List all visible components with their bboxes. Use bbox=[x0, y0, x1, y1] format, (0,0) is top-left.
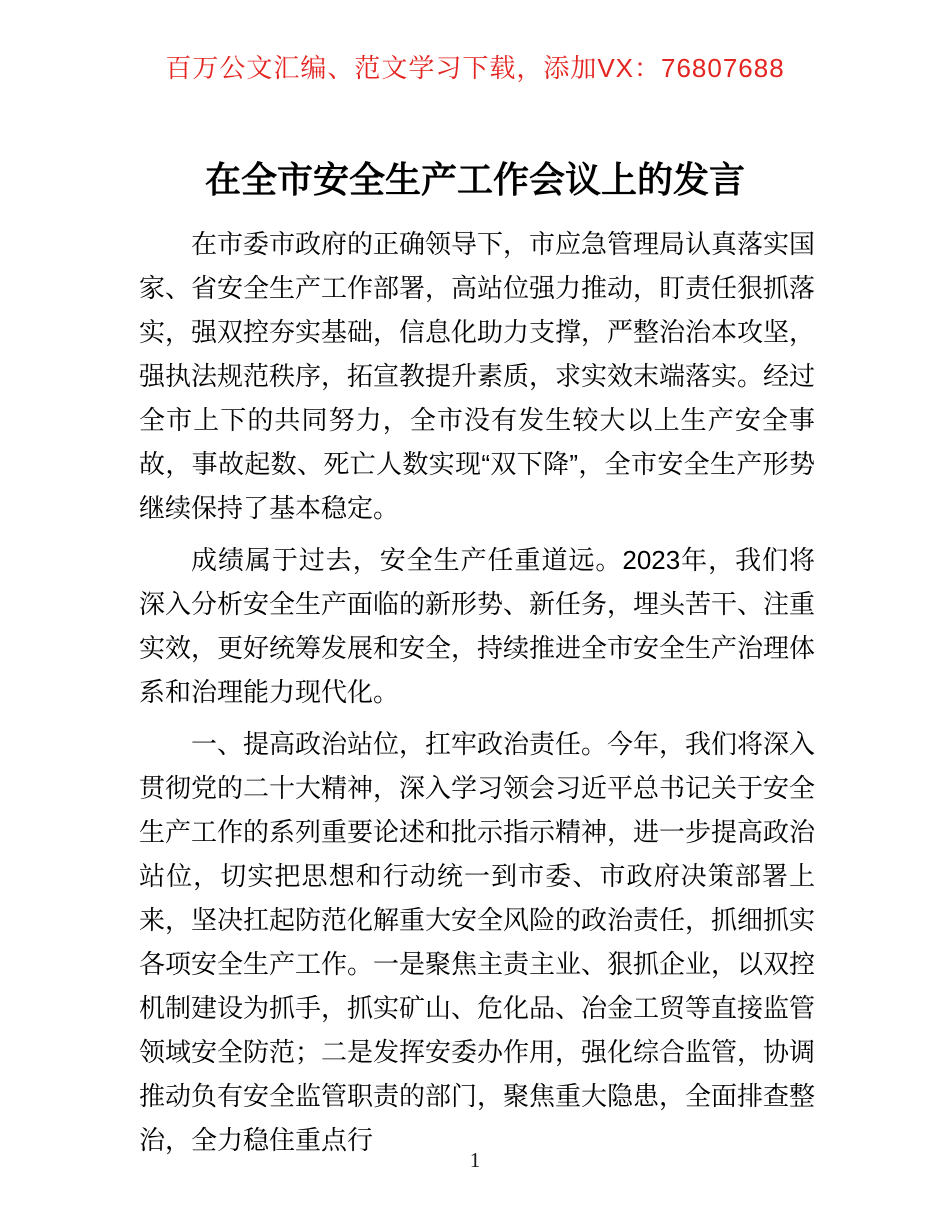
page-number: 1 bbox=[469, 1148, 481, 1172]
document-body bbox=[139, 222, 815, 1170]
document-title: 在全市安全生产工作会议上的发言 bbox=[204, 159, 745, 200]
page-footer bbox=[0, 1146, 950, 1174]
body-paragraph-3: 一、提高政治站位，扛牢政治责任。今年，我们将深入贯彻党的二十大精神，深入学习领会习近平总书记关于安全生产工作的系列重要论述和批示指示精神，进一步提高政治站位，切实把思想和行动统一到市委、市政府决策部署上来，坚决扛起防范化解重大安全风险的政治责任，抓细抓实各项安全生产工作。一是聚焦主责主业、狠抓企业，以双控机制建设为抓手，抓实矿山、危化品、冶金工贸等直接监管领域安全防范；二是发挥安委办作用，强化综合监管，协调推动负有安全监管职责的部门，聚焦重大隐患，全面排查整治，全力稳住重点行 bbox=[139, 729, 816, 1155]
body-paragraph-1: 在市委市政府的正确领导下，市应急管理局认真落实国家、省安全生产工作部署，高站位强力推动，盯责任狠抓落实，强双控夯实基础，信息化助力支撑，严整治治本攻坚，强执法规范秩序，拓宣教提升素质，求实效末端落实。经过全市上下的共同努力，全市没有发生较大以上生产安全事故，事故起数、死亡人数实现“双下降”，全市安全生产形势继续保持了基本稳定。 bbox=[139, 229, 816, 523]
body-paragraph-2: 成绩属于过去，安全生产任重道远。2023年，我们将深入分析安全生产面临的新形势、新任务，埋头苦干、注重实效，更好统筹发展和安全，持续推进全市安全生产治理体系和治理能力现代化。 bbox=[139, 545, 816, 707]
header-notice: 百万公文汇编、范文学习下载，添加VX：76807688 bbox=[165, 53, 785, 83]
